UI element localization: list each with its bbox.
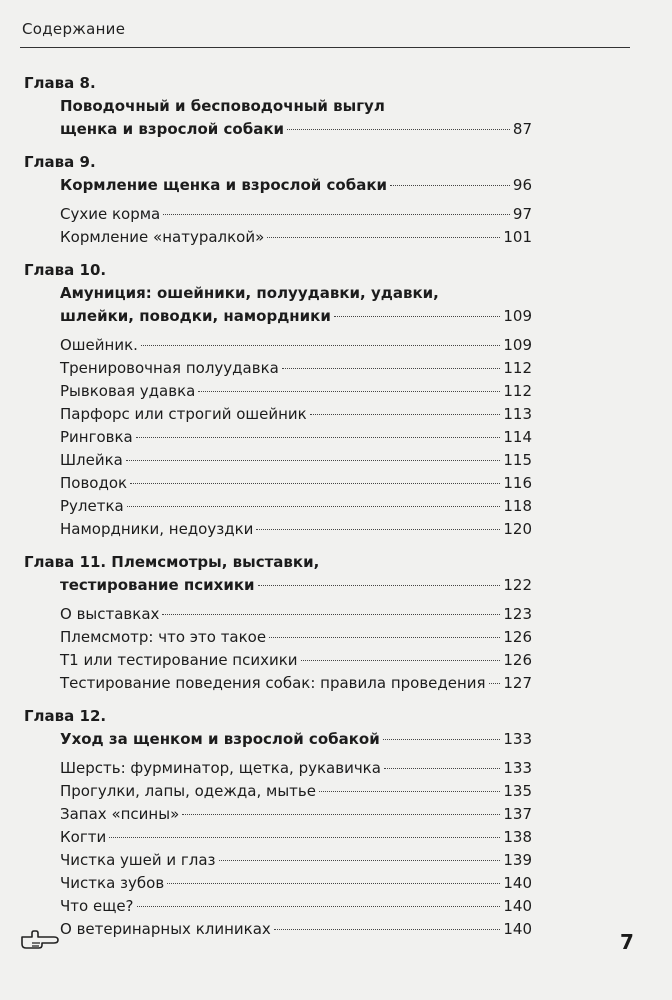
dot-leader xyxy=(256,529,500,530)
entry-title: Чистка ушей и глаз xyxy=(60,851,216,869)
toc-entry[interactable] xyxy=(60,95,532,141)
entry-page-number: 101 xyxy=(503,228,532,246)
entry-page-number: 109 xyxy=(503,307,532,325)
entry-page-number: 126 xyxy=(503,651,532,669)
entry-page-number: 127 xyxy=(503,674,532,692)
entry-title: Кормление «натуралкой» xyxy=(60,228,265,246)
entry-title: Парфорс или строгий ошейник xyxy=(60,405,307,423)
entry-title: Поводочный и бесповодочный выгул xyxy=(60,97,385,115)
entry-title: Шерсть: фурминатор, щетка, рукавичка xyxy=(60,759,381,777)
chapter-title: Глава 11. Племсмотры, выставки, xyxy=(24,553,320,571)
toc-entry[interactable] xyxy=(60,872,532,895)
toc-entry[interactable] xyxy=(60,918,532,941)
entry-page-number: 133 xyxy=(503,730,532,748)
page-number: 7 xyxy=(620,930,634,954)
dot-leader xyxy=(489,683,501,684)
entry-title: Тренировочная полуудавка xyxy=(60,359,279,377)
toc-entry[interactable] xyxy=(60,334,532,357)
entry-title: Чистка зубов xyxy=(60,874,165,892)
toc-entry[interactable] xyxy=(60,757,532,780)
dot-leader xyxy=(163,214,510,215)
chapter-title: Глава 10. xyxy=(24,261,107,279)
entry-page-number: 135 xyxy=(503,782,532,800)
toc-entry[interactable] xyxy=(60,728,532,751)
entry-title: Когти xyxy=(60,828,107,846)
dot-leader xyxy=(127,506,501,507)
toc-entry[interactable] xyxy=(60,574,532,597)
dot-leader xyxy=(162,614,500,615)
toc-entry[interactable] xyxy=(60,174,532,197)
chapter-title: Глава 8. xyxy=(24,74,96,92)
dot-leader xyxy=(126,460,501,461)
entry-page-number: 120 xyxy=(503,520,532,538)
entry-title: Рулетка xyxy=(60,497,124,515)
entry-title: шлейки, поводки, намордники xyxy=(60,307,331,325)
entry-page-number: 112 xyxy=(503,382,532,400)
entry-page-number: 140 xyxy=(503,897,532,915)
entry-title: Т1 или тестирование психики xyxy=(60,651,298,669)
toc-entry[interactable] xyxy=(60,626,532,649)
toc-chapter xyxy=(24,705,532,941)
chapter-title: Глава 12. xyxy=(24,707,107,725)
toc-entry[interactable] xyxy=(60,282,532,328)
running-head: Содержание xyxy=(22,20,126,38)
toc-entry[interactable] xyxy=(60,226,532,249)
toc-chapter xyxy=(24,551,532,695)
entry-page-number: 118 xyxy=(503,497,532,515)
dot-leader xyxy=(334,316,500,317)
entry-page-number: 133 xyxy=(503,759,532,777)
toc-entry[interactable] xyxy=(60,518,532,541)
dot-leader xyxy=(167,883,500,884)
entry-page-number: 140 xyxy=(503,874,532,892)
toc-entry[interactable] xyxy=(60,426,532,449)
toc-entry[interactable] xyxy=(60,203,532,226)
entry-page-number: 126 xyxy=(503,628,532,646)
dot-leader xyxy=(141,345,500,346)
toc-chapter xyxy=(24,151,532,249)
entry-title: Поводок xyxy=(60,474,128,492)
entry-title: Кормление щенка и взрослой собаки xyxy=(60,176,388,194)
dot-leader xyxy=(274,929,501,930)
dot-leader xyxy=(137,906,501,907)
entry-title: Уход за щенком и взрослой собакой xyxy=(60,730,380,748)
entry-title: Тестирование поведения собак: правила проведения xyxy=(60,674,486,692)
toc-entry[interactable] xyxy=(60,495,532,518)
dot-leader xyxy=(267,237,500,238)
entry-page-number: 138 xyxy=(503,828,532,846)
entry-title: Запах «псины» xyxy=(60,805,180,823)
dot-leader xyxy=(258,585,501,586)
entry-page-number: 116 xyxy=(503,474,532,492)
entry-title: Ошейник. xyxy=(60,336,138,354)
toc-entry[interactable] xyxy=(60,357,532,380)
entry-title: Рывковая удавка xyxy=(60,382,196,400)
toc-entry[interactable] xyxy=(60,803,532,826)
toc-entry[interactable] xyxy=(60,449,532,472)
header-rule xyxy=(20,47,630,48)
entry-page-number: 123 xyxy=(503,605,532,623)
entry-title: Намордники, недоуздки xyxy=(60,520,254,538)
entry-title: Что еще? xyxy=(60,897,134,915)
entry-page-number: 122 xyxy=(503,576,532,594)
toc-entry[interactable] xyxy=(60,826,532,849)
dot-leader xyxy=(287,129,510,130)
entry-page-number: 113 xyxy=(503,405,532,423)
toc-entry[interactable] xyxy=(60,380,532,403)
toc-entry[interactable] xyxy=(60,780,532,803)
dot-leader xyxy=(130,483,500,484)
dot-leader xyxy=(301,660,501,661)
entry-page-number: 112 xyxy=(503,359,532,377)
dot-leader xyxy=(198,391,500,392)
entry-page-number: 97 xyxy=(512,205,532,223)
entry-page-number: 139 xyxy=(503,851,532,869)
toc-entry[interactable] xyxy=(60,672,532,695)
entry-title: О выставках xyxy=(60,605,160,623)
entry-title: Племсмотр: что это такое xyxy=(60,628,267,646)
entry-title: Шлейка xyxy=(60,451,123,469)
entry-page-number: 114 xyxy=(503,428,532,446)
entry-title: Ринговка xyxy=(60,428,133,446)
entry-page-number: 96 xyxy=(512,176,532,194)
entry-title: тестирование психики xyxy=(60,576,255,594)
dot-leader xyxy=(282,368,501,369)
dot-leader xyxy=(319,791,500,792)
chapter-title: Глава 9. xyxy=(24,153,96,171)
entry-page-number: 109 xyxy=(503,336,532,354)
entry-title: О ветеринарных клиниках xyxy=(60,920,271,938)
dot-leader xyxy=(136,437,501,438)
entry-page-number: 140 xyxy=(503,920,532,938)
dot-leader xyxy=(384,768,500,769)
dot-leader xyxy=(182,814,500,815)
table-of-contents xyxy=(24,72,532,951)
toc-chapter xyxy=(24,72,532,141)
toc-entry[interactable] xyxy=(60,472,532,495)
entry-page-number: 87 xyxy=(512,120,532,138)
entry-page-number: 137 xyxy=(503,805,532,823)
toc-entry[interactable] xyxy=(60,603,532,626)
entry-title: Прогулки, лапы, одежда, мытье xyxy=(60,782,316,800)
toc-entry[interactable] xyxy=(60,403,532,426)
dot-leader xyxy=(390,185,510,186)
toc-entry[interactable] xyxy=(60,649,532,672)
toc-entry[interactable] xyxy=(60,849,532,872)
dot-leader xyxy=(269,637,500,638)
toc-chapter xyxy=(24,259,532,541)
entry-title: Амуниция: ошейники, полуудавки, удавки, xyxy=(60,284,439,302)
dot-leader xyxy=(383,739,501,740)
pointing-hand-icon xyxy=(20,928,60,954)
entry-page-number: 115 xyxy=(503,451,532,469)
dot-leader xyxy=(310,414,501,415)
toc-entry[interactable] xyxy=(60,895,532,918)
dot-leader xyxy=(219,860,501,861)
entry-title: щенка и взрослой собаки xyxy=(60,120,285,138)
dot-leader xyxy=(109,837,500,838)
entry-title: Сухие корма xyxy=(60,205,161,223)
